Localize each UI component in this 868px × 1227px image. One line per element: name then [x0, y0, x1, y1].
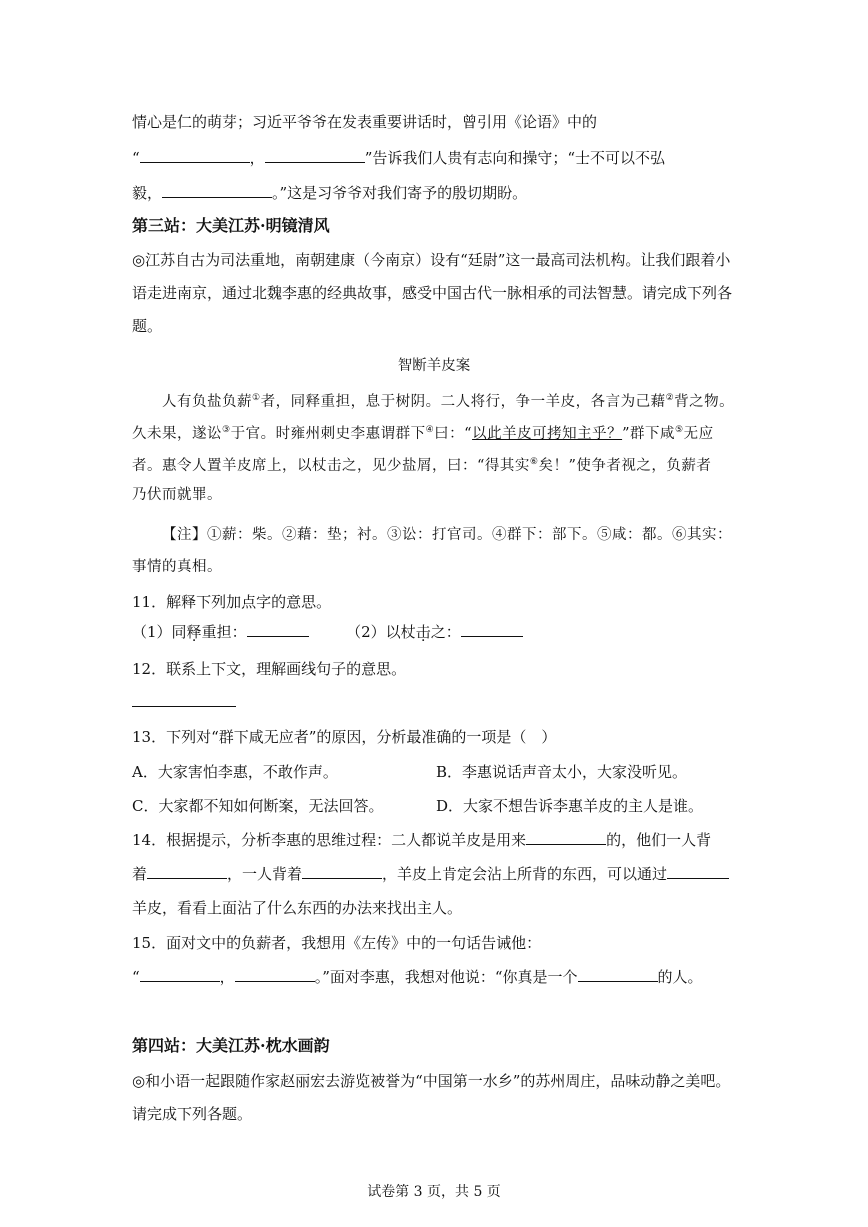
annotation-line: 【注】①薪：柴。②藉：垫；衬。③讼：打官司。④群下：部下。⑤咸：都。⑥其实：	[162, 527, 732, 543]
note-mark: ⑥	[529, 457, 539, 467]
answer-blank[interactable]	[235, 967, 315, 982]
text: 人有负盐负薪	[162, 393, 252, 410]
question-line	[132, 622, 523, 642]
answer-blank[interactable]	[140, 148, 250, 163]
passage-title: 智断羊皮案	[397, 358, 471, 374]
text: 之：	[430, 623, 461, 641]
answer-blank[interactable]	[302, 864, 382, 879]
text: 无应	[683, 425, 714, 442]
question-stem: 15．面对文中的负薪者，我想用《左传》中的一句话告诫他：	[132, 934, 542, 952]
question-line	[132, 967, 703, 987]
text: 者，同释重担，息于树阴。二人将行，争一羊皮，各言为己藉	[260, 393, 666, 410]
text-line	[132, 148, 665, 168]
answer-blank[interactable]	[578, 967, 658, 982]
text: 毅，	[132, 184, 163, 202]
text-line: ◎和小语一起跟随作家赵丽宏去游览被誉为“中国第一水乡”的苏州周庄，品味动静之美吧。	[132, 1072, 731, 1090]
text: 矣！”使争者视之，负薪者	[538, 457, 712, 474]
option-d[interactable]: D．大家不想告诉李惠羊皮的主人是谁。	[436, 797, 704, 815]
passage-line	[132, 452, 711, 476]
text: “	[132, 968, 140, 986]
underlined-sentence: 以此羊皮可拷知主乎？	[472, 425, 623, 442]
passage-line: 乃伏而就罪。	[132, 487, 222, 503]
answer-blank[interactable]	[162, 183, 272, 198]
text: （1）同	[132, 623, 187, 641]
question-line	[132, 864, 729, 884]
passage-line	[162, 388, 734, 412]
question-stem: 11．解释下列加点字的意思。	[132, 593, 332, 611]
text: 。”这是习爷爷对我们寄予的殷切期盼。	[272, 184, 528, 202]
text: ，羊皮上肯定会沾上所背的东西，可以通过	[382, 865, 668, 883]
question-line	[132, 830, 711, 850]
text: 着	[132, 865, 148, 883]
text: 背之物。	[674, 393, 735, 410]
text: 14．根据提示，分析李惠的思维过程：二人都说羊皮是用来	[132, 831, 527, 849]
text: 曰：“	[434, 425, 473, 442]
text: 重担：	[201, 623, 247, 641]
answer-blank[interactable]	[526, 830, 606, 845]
text: ”告诉我们人贵有志向和操守；“士不可以不弘	[364, 149, 666, 167]
text: 的，他们一人背	[606, 831, 712, 849]
annotation-line: 事情的真相。	[132, 559, 222, 575]
note-mark: ③	[222, 425, 231, 435]
text-line: 请完成下列各题。	[132, 1105, 253, 1123]
text: ”群下咸	[622, 425, 675, 442]
passage-line	[132, 420, 714, 444]
question-stem: 13．下列对“群下咸无应者”的原因，分析最准确的一项是（ ）	[132, 728, 557, 746]
text-line: 情心是仁的萌芽；习近平爷爷在发表重要讲话时，曾引用《论语》中的	[132, 113, 598, 131]
note-mark: ⑤	[675, 425, 684, 435]
question-stem: 12．联系上下文，理解画线句子的意思。	[132, 660, 407, 678]
text: 久未果，遂讼	[132, 425, 222, 442]
answer-blank[interactable]	[461, 622, 523, 637]
option-a[interactable]: A．大家害怕李惠，不敢作声。	[132, 763, 338, 781]
text: “	[132, 149, 140, 167]
section-title: 第四站：大美江苏·枕水画韵	[132, 1036, 330, 1055]
answer-blank[interactable]	[140, 967, 220, 982]
question-line: 羊皮，看看上面沾了什么东西的办法来找出主人。	[132, 899, 463, 917]
note-mark: ④	[425, 425, 435, 435]
note-mark: ①	[252, 393, 261, 403]
text-line: 题。	[132, 317, 163, 335]
text: 者。惠令人置羊皮席上，以杖击之，见少盐屑，曰：“得其实	[132, 457, 530, 474]
text: 。”面对李惠，我想对他说：“你真是一个	[314, 968, 578, 986]
dotted-char: 释	[186, 623, 202, 641]
text-line: 语走进南京，通过北魏李惠的经典故事，感受中国古代一脉相承的司法智慧。请完成下列各	[132, 284, 733, 302]
dotted-char: 击	[415, 623, 431, 641]
answer-blank[interactable]	[265, 148, 365, 163]
text-line	[132, 183, 527, 203]
option-b[interactable]: B．李惠说话声音太小，大家没听见。	[436, 763, 688, 781]
option-c[interactable]: C．大家都不知如何断案，无法回答。	[132, 797, 384, 815]
text: （2）以杖	[346, 623, 416, 641]
text: ，	[249, 149, 265, 167]
text: 的人。	[657, 968, 703, 986]
note-mark: ②	[665, 393, 675, 403]
answer-blank[interactable]	[147, 864, 227, 879]
text-line: ◎江苏自古为司法重地，南朝建康（今南京）设有“廷尉”这一最高司法机构。让我们跟着小	[132, 251, 731, 269]
text: ，一人背着	[227, 865, 303, 883]
section-title: 第三站：大美江苏·明镜清风	[132, 216, 330, 235]
answer-line[interactable]	[132, 706, 236, 707]
answer-blank[interactable]	[247, 622, 309, 637]
text: ，	[219, 968, 235, 986]
text: 于官。时雍州刺史李惠谓群下	[230, 425, 426, 442]
answer-blank[interactable]	[667, 864, 729, 879]
page-footer: 试卷第 3 页，共 5 页	[367, 1184, 501, 1200]
